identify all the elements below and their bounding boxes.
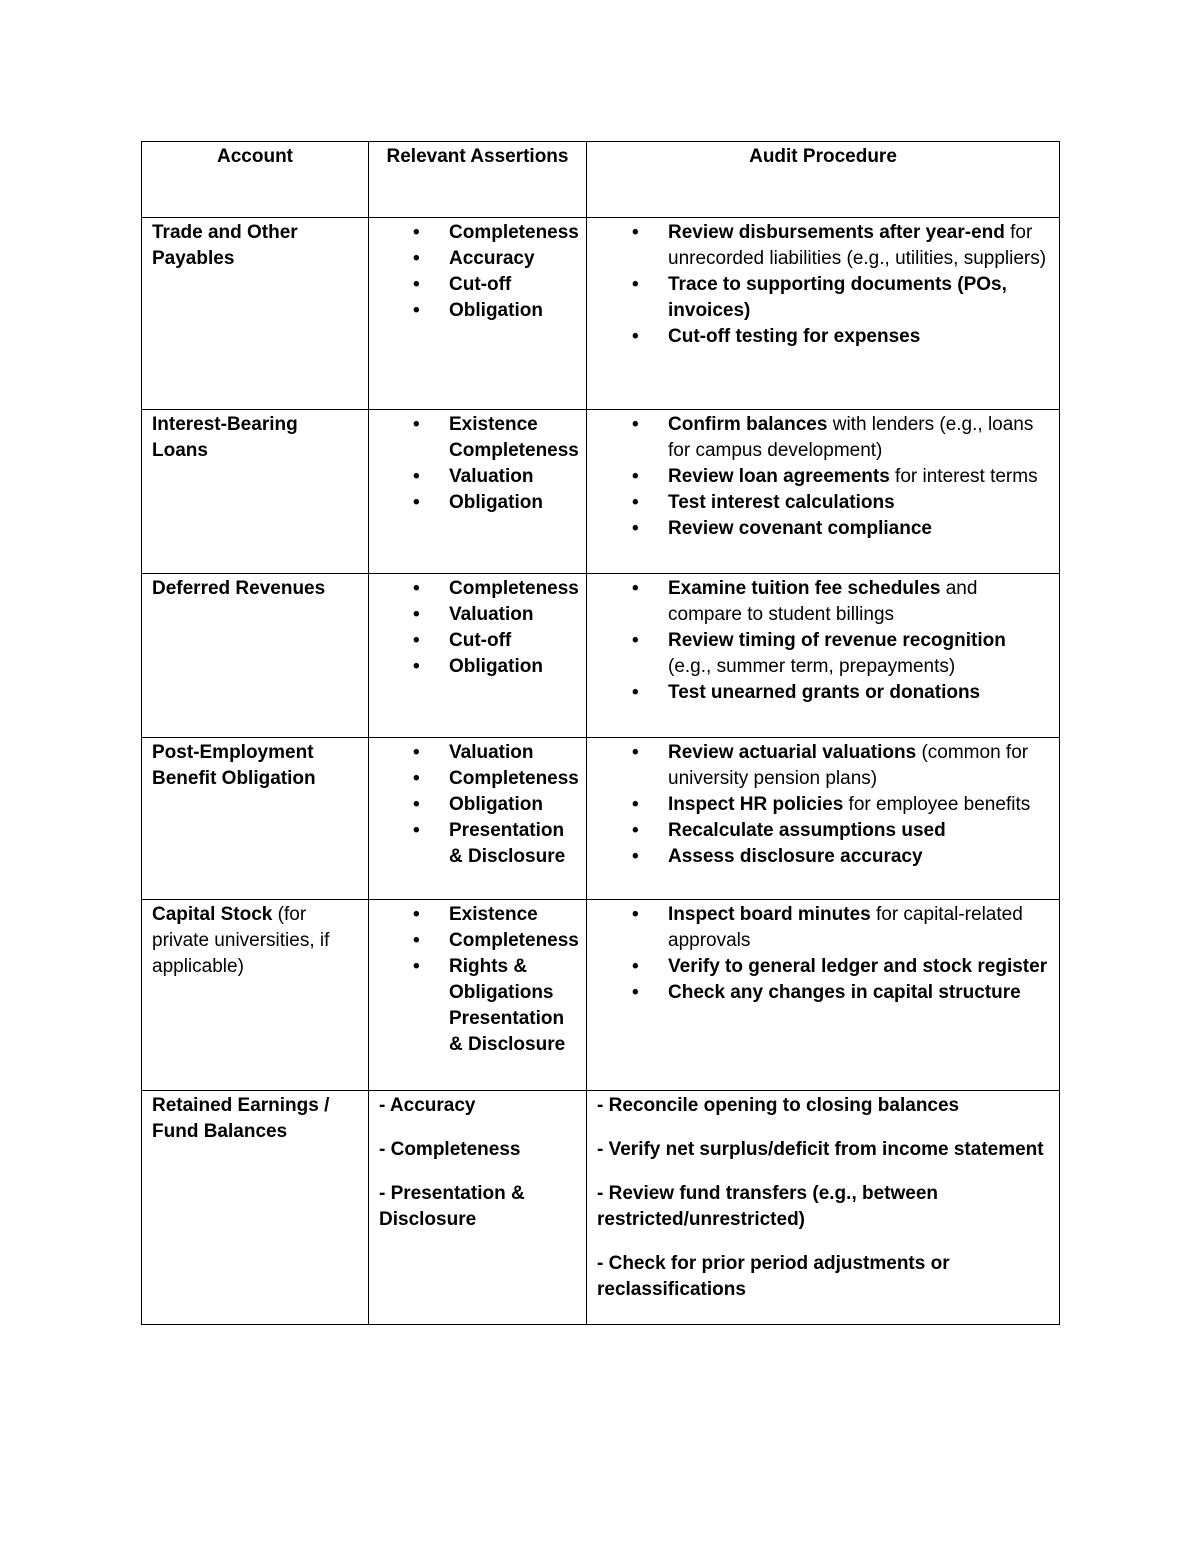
table-row — [142, 410, 1060, 574]
assertion-item: • Obligation — [449, 792, 576, 818]
procedure-item: - Verify net surplus/deficit from income statement — [597, 1139, 1044, 1160]
assertions-cell — [369, 218, 587, 410]
assertion-item: • Valuation — [449, 740, 576, 766]
procedure-cell — [587, 218, 1060, 410]
account-name: Capital Stock — [152, 904, 273, 925]
assertion-item: • Completeness — [449, 928, 576, 954]
procedure-item: • Review loan agreements for interest terms — [668, 464, 1049, 490]
assertion-item: - Presentation & Disclosure — [379, 1183, 525, 1230]
table-row — [142, 738, 1060, 900]
procedure-item: • Review disbursements after year-end for unrecorded liabilities (e.g., utilities, suppliers) — [668, 220, 1049, 272]
account-name: Trade and Other Payables — [152, 222, 298, 269]
table-row — [142, 1091, 1060, 1325]
assertion-item: • Cut-off — [449, 272, 576, 298]
assertion-item: • Cut-off — [449, 628, 576, 654]
assertion-item: • Accuracy — [449, 246, 576, 272]
procedure-item: • Inspect HR policies for employee benefits — [668, 792, 1049, 818]
assertion-item: Completeness — [449, 440, 579, 461]
assertions-cell — [369, 410, 587, 574]
assertion-item: • Existence — [449, 902, 576, 928]
assertion-item: • Rights & Obligations — [449, 954, 576, 1006]
account-name: Deferred Revenues — [152, 578, 326, 599]
procedure-cell — [587, 738, 1060, 900]
assertion-item: • Existence — [449, 412, 576, 438]
account-note: (for private universities, if applicable) — [152, 904, 330, 977]
procedure-item: - Check for prior period adjustments or reclassifications — [597, 1253, 950, 1300]
assertions-cell — [369, 900, 587, 1091]
table-row — [142, 218, 1060, 410]
assertion-item: • Valuation — [449, 464, 576, 490]
assertions-cell — [369, 738, 587, 900]
assertions-cell — [369, 574, 587, 738]
assertion-item: • Completeness — [449, 576, 576, 602]
procedure-item: • Review timing of revenue recognition (e.g., summer term, prepayments) — [668, 628, 1049, 680]
procedure-item: • Assess disclosure accuracy — [668, 844, 1049, 870]
header-account: Account — [142, 142, 369, 218]
assertion-item: • Obligation — [449, 490, 576, 516]
header-assertions: Relevant Assertions — [369, 142, 587, 218]
procedure-item: - Reconcile opening to closing balances — [597, 1095, 960, 1116]
procedure-item: • Verify to general ledger and stock register — [668, 954, 1049, 980]
procedure-cell — [587, 574, 1060, 738]
procedure-item: • Confirm balances with lenders (e.g., loans for campus development) — [668, 412, 1049, 464]
assertions-cell — [369, 1091, 587, 1325]
header-procedure: Audit Procedure — [587, 142, 1060, 218]
account-name: Post-Employment Benefit Obligation — [152, 742, 316, 789]
assertion-item: - Accuracy — [379, 1095, 476, 1116]
account-cell — [142, 1091, 369, 1325]
account-cell — [142, 574, 369, 738]
assertion-item: • Obligation — [449, 654, 576, 680]
assertion-item: Presentation & Disclosure — [449, 1008, 566, 1055]
procedure-item: • Inspect board minutes for capital-related approvals — [668, 902, 1049, 954]
assertion-item: • Obligation — [449, 298, 576, 324]
procedure-item: • Test unearned grants or donations — [668, 680, 1049, 706]
assertion-item: - Completeness — [379, 1139, 521, 1160]
account-cell — [142, 900, 369, 1091]
account-cell — [142, 410, 369, 574]
assertion-item: • Completeness — [449, 220, 576, 246]
procedure-item: • Review covenant compliance — [668, 516, 1049, 542]
procedure-item: • Check any changes in capital structure — [668, 980, 1049, 1006]
assertion-item: • Completeness — [449, 766, 576, 792]
audit-table — [141, 141, 1060, 1325]
procedure-item: • Cut-off testing for expenses — [668, 324, 1049, 350]
assertion-item: • Valuation — [449, 602, 576, 628]
procedure-cell — [587, 900, 1060, 1091]
account-name: Interest-Bearing Loans — [152, 414, 298, 461]
procedure-cell — [587, 410, 1060, 574]
procedure-item: • Test interest calculations — [668, 490, 1049, 516]
procedure-item: • Examine tuition fee schedules and compare to student billings — [668, 576, 1049, 628]
table-header-row — [142, 142, 1060, 218]
procedure-cell — [587, 1091, 1060, 1325]
procedure-item: • Review actuarial valuations (common for university pension plans) — [668, 740, 1049, 792]
account-name: Retained Earnings / Fund Balances — [152, 1095, 330, 1142]
procedure-item: - Review fund transfers (e.g., between restricted/unrestricted) — [597, 1183, 939, 1230]
assertion-item: • Presentation & Disclosure — [449, 818, 576, 870]
account-cell — [142, 218, 369, 410]
procedure-item: • Trace to supporting documents (POs, invoices) — [668, 272, 1049, 324]
table-row — [142, 900, 1060, 1091]
account-cell — [142, 738, 369, 900]
procedure-item: • Recalculate assumptions used — [668, 818, 1049, 844]
table-row — [142, 574, 1060, 738]
